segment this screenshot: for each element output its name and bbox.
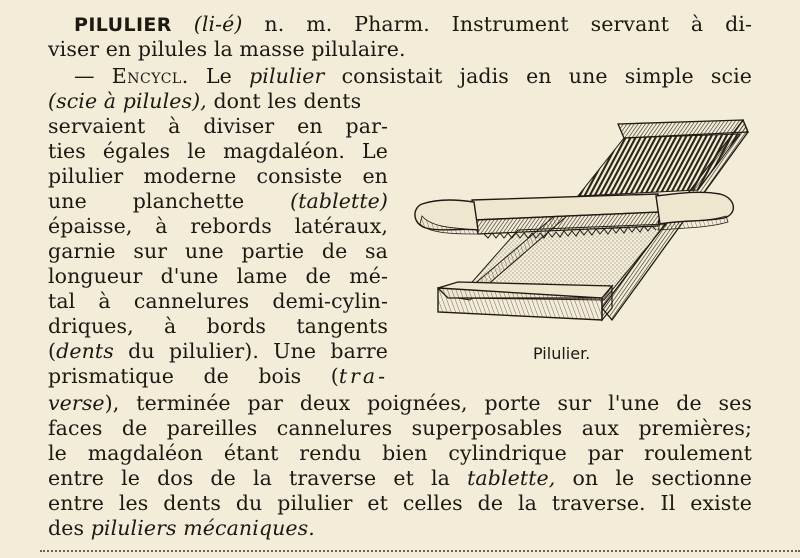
entry-line-9	[48, 214, 388, 238]
entry-line-1	[74, 12, 752, 37]
entry-line-19	[48, 466, 752, 490]
entry-line-12	[48, 289, 388, 313]
entry-line-4	[48, 89, 361, 113]
cropped-previous-line	[40, 0, 800, 11]
text-segment: consistait jadis en une simple scie	[341, 64, 752, 88]
italic-term: verse	[48, 391, 105, 415]
pilulier-illustration	[408, 112, 758, 337]
entry-definition-end: viser en pilules la masse pilulaire.	[48, 37, 406, 61]
entry-line-10	[48, 239, 388, 263]
entry-line-2	[48, 37, 406, 61]
text-segment: entre le dos de la traverse et la	[48, 466, 450, 490]
entry-line-21	[48, 516, 315, 540]
entry-line-8	[48, 189, 388, 213]
entry-line-3	[74, 64, 752, 88]
text-segment: entre les dents du pilulier et celles de la traverse. Il existe	[48, 491, 752, 515]
text-segment: dont les dents	[213, 89, 362, 113]
text-segment: une planchette	[48, 189, 245, 213]
entry-line-7	[48, 164, 388, 188]
text-segment: garnie sur une partie de sa	[48, 239, 388, 263]
entry-pronunciation: (li-é)	[193, 12, 243, 36]
text-segment: épaisse, à rebords latéraux,	[48, 214, 388, 238]
entry-line-6	[48, 139, 388, 163]
entry-line-17	[48, 416, 752, 440]
text-segment: ties égales le magdaléon. Le	[48, 139, 388, 163]
encyclopedia-label: Encycl.	[111, 64, 189, 88]
entry-line-14	[48, 339, 388, 363]
entry-line-15	[48, 364, 388, 388]
italic-term: (tablette)	[290, 189, 388, 213]
text-segment: faces de pareilles cannelures superposables aux premières;	[48, 416, 752, 440]
italic-term: tablette,	[467, 466, 556, 490]
entry-line-20	[48, 491, 752, 515]
text-segment: tal à cannelures demi-cylin-	[48, 289, 388, 313]
text-segment: Le	[205, 64, 232, 88]
text-segment: driques, à bords tangents	[48, 314, 388, 338]
text-segment: servaient à diviser en par-	[48, 114, 388, 138]
italic-term: dents	[56, 339, 114, 363]
entry-line-16	[48, 391, 752, 415]
italic-term: tra-	[338, 364, 388, 388]
text-segment: on le sectionne	[572, 466, 752, 490]
cropped-next-line	[40, 550, 800, 558]
entry-line-18	[48, 441, 752, 465]
entry-line-13	[48, 314, 388, 338]
entry-line-5	[48, 114, 388, 138]
text-segment: pilulier moderne consiste en	[48, 164, 388, 188]
text-segment: (	[48, 339, 57, 363]
italic-term: pilulier	[249, 64, 325, 88]
italic-term: (scie à pilules),	[48, 89, 207, 113]
em-dash: —	[74, 64, 95, 88]
text-segment: le magdaléon étant rendu bien cylindrique par roulement	[48, 441, 752, 465]
text-segment: longueur d'une lame de mé-	[48, 264, 388, 288]
figure-caption: Pilulier.	[533, 344, 591, 363]
text-segment: ), terminée par deux poignées, porte sur l'une de ses	[104, 391, 752, 415]
italic-term: piluliers mécaniques.	[90, 516, 315, 540]
entry-line-11	[48, 264, 388, 288]
entry-headword: PILULIER	[74, 14, 172, 36]
entry-definition-start: n. m. Pharm. Instrument servant à di-	[264, 12, 753, 36]
text-segment: du pilulier). Une barre	[128, 339, 388, 363]
text-segment: prismatique de bois (	[48, 364, 339, 388]
text-segment: des	[48, 516, 85, 540]
